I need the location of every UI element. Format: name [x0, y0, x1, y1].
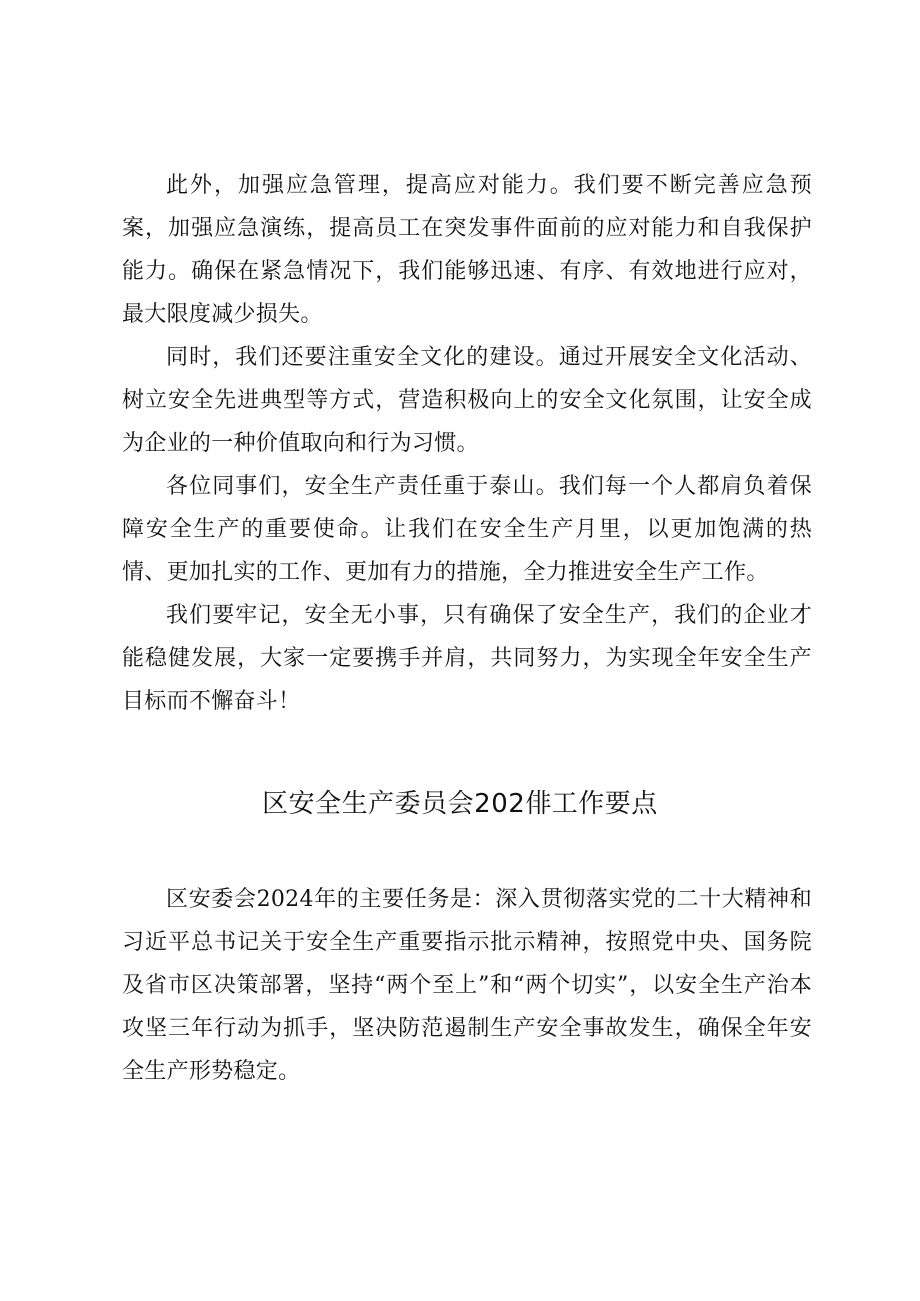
paragraph-closing-call: 我们要牢记，安全无小事，只有确保了安全生产，我们的企业才能稳健发展，大家一定要携手并肩，共同努力，为实现全年安全生产目标而不懈奋斗！: [122, 603, 812, 714]
paragraph-safety-culture: 同时，我们还要注重安全文化的建设。通过开展安全文化活动、树立安全先进典型等方式，营造积极向上的安全文化氛围，让安全成为企业的一种价值取向和行为习惯。: [122, 345, 812, 456]
document-section-1: [122, 164, 812, 723]
paragraph-emergency-management: 此外，加强应急管理，提高应对能力。我们要不断完善应急预案，加强应急演练，提高员工在突发事件面前的应对能力和自我保护能力。确保在紧急情况下，我们能够迅速、有序、有效地进行应对，最大限度减少损失。: [122, 173, 812, 327]
document-section-2: [122, 878, 812, 1093]
paragraph-safety-responsibility: 各位同事们，安全生产责任重于泰山。我们每一个人都肩负着保障安全生产的重要使命。让我们在安全生产月里，以更加饱满的热情、更加扎实的工作、更加有力的措施，全力推进安全生产工作。: [122, 474, 812, 585]
paragraph-main-tasks: 区安委会2024年的主要任务是：深入贯彻落实党的二十大精神和习近平总书记关于安全生产重要指示批示精神，按照党中央、国务院及省市区决策部署，坚持“两个至上”和“两个切实”，以安全生产治本攻坚三年行动为抓手，坚决防范遏制生产安全事故发生，确保全年安全生产形势稳定。: [122, 887, 812, 1084]
section-heading: 区安全生产委员会202俳工作要点: [262, 789, 658, 819]
